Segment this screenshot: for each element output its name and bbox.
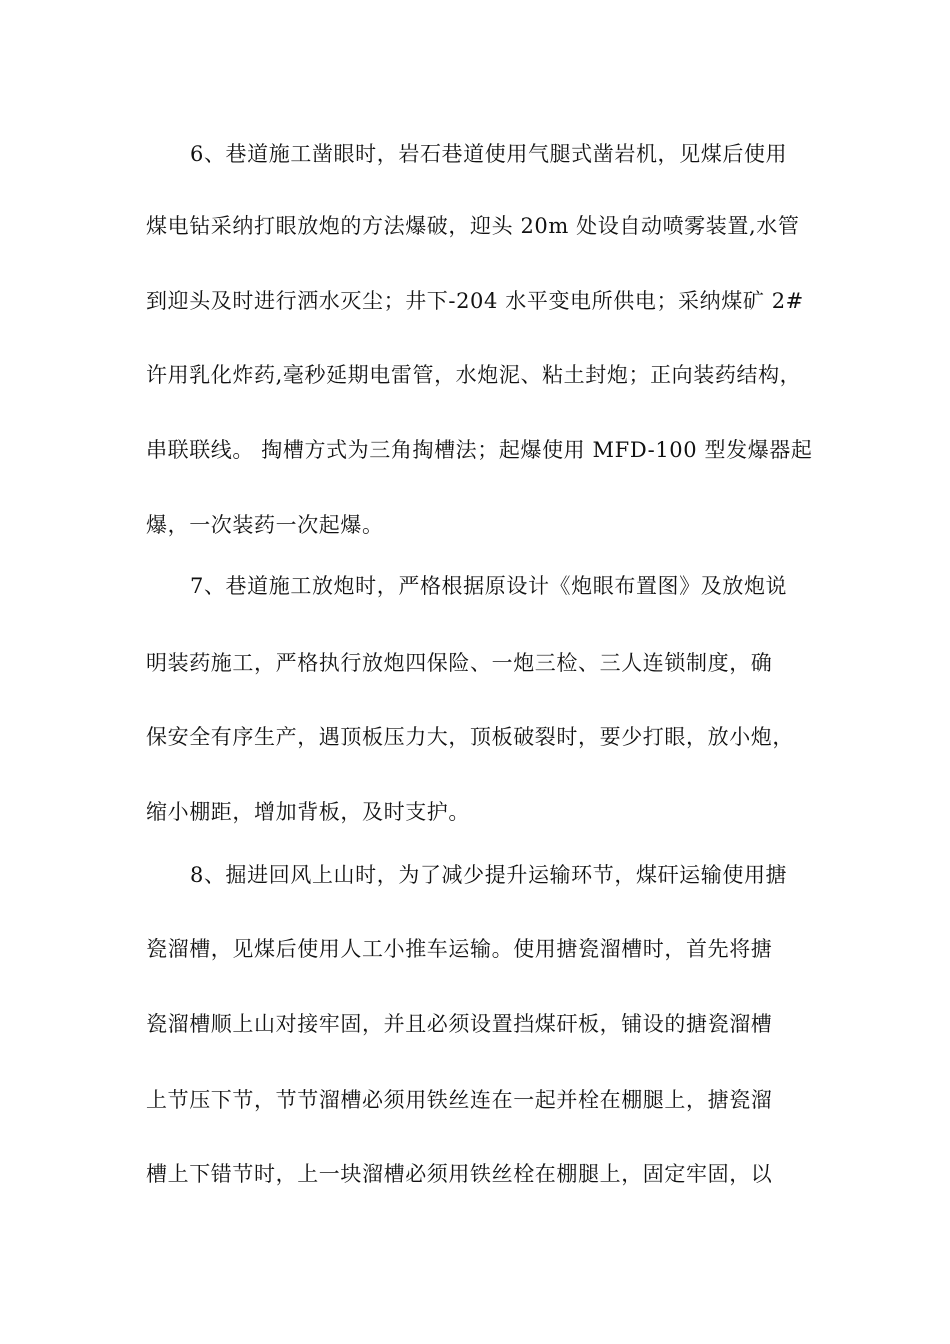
paragraph-line: 瓷溜槽顺上山对接牢固，并且必须设置挡煤矸板，铺设的搪瓷溜槽 [146,1012,773,1036]
paragraph-line: 7、巷道施工放炮时，严格根据原设计《炮眼布置图》及放炮说 [190,574,788,598]
paragraph-line: 瓷溜槽，见煤后使用人工小推车运输。使用搪瓷溜槽时，首先将搪 [146,937,773,961]
paragraph-line: 煤电钻采纳打眼放炮的方法爆破，迎头 20m 处设自动喷雾装置,水管 [146,214,800,238]
paragraph-line: 爆，一次装药一次起爆。 [146,513,384,537]
paragraph-line: 许用乳化炸药,毫秒延期电雷管，水炮泥、粘土封炮；正向装药结构， [146,363,802,387]
paragraph-line: 6、巷道施工凿眼时，岩石巷道使用气腿式凿岩机，见煤后使用 [190,142,788,166]
paragraph-line: 明装药施工，严格执行放炮四保险、一炮三检、三人连锁制度，确 [146,651,773,675]
paragraph-line: 槽上下错节时，上一块溜槽必须用铁丝栓在棚腿上，固定牢固，以 [146,1162,773,1186]
paragraph-line: 上节压下节，节节溜槽必须用铁丝连在一起并栓在棚腿上，搪瓷溜 [146,1088,773,1112]
paragraph-line: 缩小棚距，增加背板，及时支护。 [146,800,470,824]
paragraph-line: 串联联线。 掏槽方式为三角掏槽法；起爆使用 MFD-100 型发爆器起 [146,438,813,462]
paragraph-line: 到迎头及时进行洒水灭尘；井下-204 水平变电所供电；采纳煤矿 2# [146,289,804,313]
paragraph-line: 保安全有序生产，遇顶板压力大，顶板破裂时，要少打眼，放小炮， [146,725,794,749]
paragraph-line: 8、掘进回风上山时，为了减少提升运输环节，煤矸运输使用搪 [190,863,788,887]
